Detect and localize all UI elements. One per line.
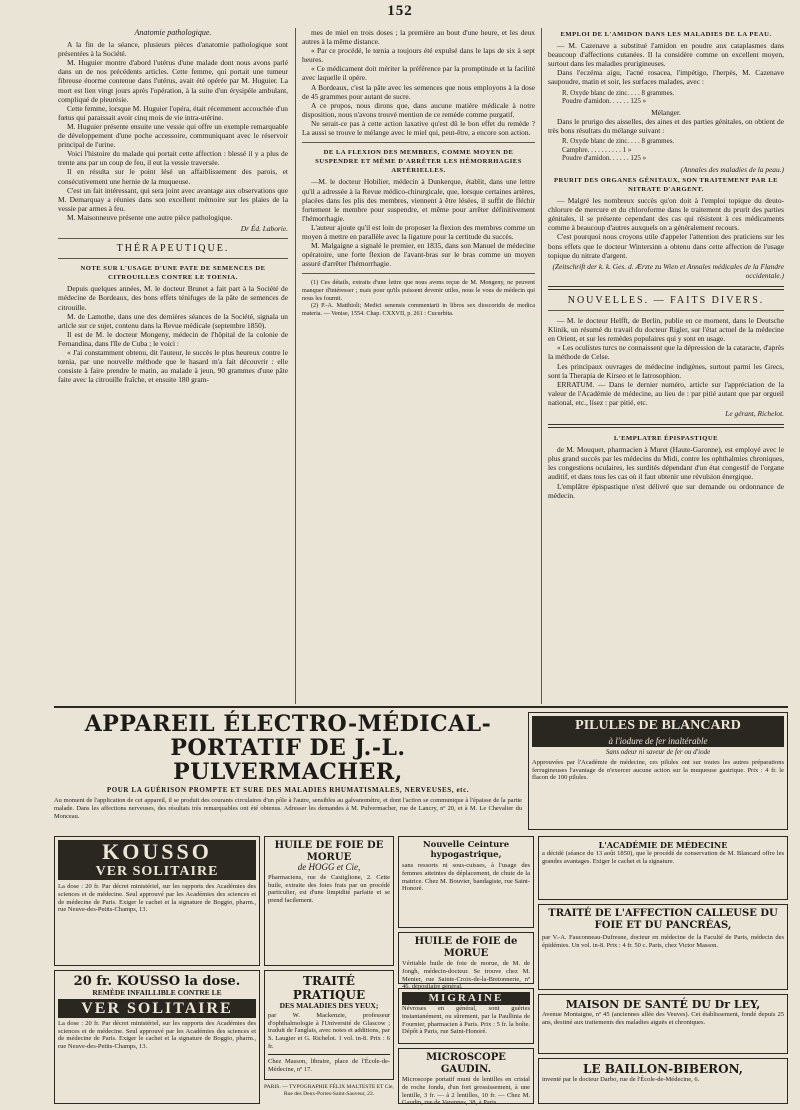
emplatre-subhead: L'EMPLATRE ÉPISPASTIQUE — [613, 435, 719, 443]
kousso-remede: REMÈDE INFAILLIBLE CONTRE LE — [92, 988, 222, 997]
therapeutics-paragraph: Il est de M. le docteur Mongeny, médecin de l'hôpital de la colonie de Fernandina, dans l'île de Cuba ; le voici : — [58, 329, 288, 348]
therapeutics-subhead: NOTE SUR L'USAGE D'UNE PATE DE SEMENCES DE CITROUILLES CONTRE LE TOENIA. — [80, 265, 266, 282]
migraine-title: MIGRAINE — [402, 992, 530, 1005]
footnote: (1) Ces détails, extraits d'une lettre que nous avons reçue de M. Mongeny, ne peuvent manquer d'intéresser ; mais pour qu'ils puissent devenir utiles, nous le vous de médecin qui nous les fournit. — [302, 279, 535, 302]
recipe-line: Camphre. . . . . . . . . . 1 » — [562, 145, 632, 154]
microscope-text: Microscope portatif muni de lentilles en cristal de roche fondu, d'un fort grossissement, à une lentille, 3 fr. — à 2 lentilles, 10 fr. — Chez M. Gaudin, rue de Varennes, 38, à Paris. — [402, 1076, 530, 1107]
flexion-paragraph: L'auteur ajoute qu'il est loin de proposer la flexion des membres comme un moyen à mettre en parallèle avec la ligature pour la certitude du succès. — [302, 222, 535, 241]
amidon-source: (Annales des maladies de la peau.) — [680, 164, 784, 174]
anatomy-paragraph: M. Huguier montre d'abord l'utérus d'une malade dont nous avons parlé dans un de nos précédents articles. Cette femme, qui portait une tumeur fibreuse énorme contenue dans l'utérus, avait été opérée par M. Huguier. La mort est lien vingt jours après l'opération, à la suite d'un érysipèle ambulant, compliqué de pleurésie. — [58, 58, 288, 104]
recipe-line: Poudre d'amidon. . . . . . 125 » — [562, 97, 647, 106]
pulvermacher-text: Au moment de l'application de cet appareil, il se produit des courants circulaires d'un pôle à l'autre, sensibles au galvanomètre, et dont l'action se communique à l'épaisse de la partie malade. Dans les affections nerveuses, des résultats très remarquables ont été obtenus. Adresser les demandes à M. Pulvermacher, rue de Lancry, nº 20, et à M. Le Chevalier du Monceau. — [54, 797, 522, 820]
divider — [268, 1054, 390, 1055]
advertisement-section — [54, 706, 788, 1108]
anatomy-paragraph: M. Huguier présente ensuite une vessie qui offre un exemple remarquable de développement d'une poche accessoire, communiquant avec le réservoir principal de l'urine. — [58, 121, 288, 150]
prurit-source: (Zeitschrift der k. k. Ges. d. Ærzte zu Wien et Annales médicales de la Flandre occidentale.) — [552, 261, 784, 280]
maison-sante-ad — [538, 994, 788, 1054]
flexion-subhead: DE LA FLEXION DES MEMBRES, COMME MOYEN DE SUSPENDRE ET MÊME D'ARRÊTER LES HÉMORRHAGIES ARTÉRIELLES. — [315, 149, 522, 175]
therapeutics-paragraph: Depuis quelques années, M. le docteur Brunet a fait part à la Société de médecine de Bordeaux, des bons effets ténifuges de la pâte de semences de citrouille. — [58, 284, 288, 312]
footnotes — [302, 279, 535, 317]
divider — [302, 273, 535, 274]
microscope-title: MICROSCOPE GAUDIN. — [426, 1052, 506, 1075]
biberon-ad — [538, 1058, 788, 1104]
biberon-text: inventé par le docteur Darbo, rue de l'École-de-Médecine, 6. — [542, 1076, 700, 1083]
academie-ad — [538, 836, 788, 900]
blancard-tagline: Sans odeur ni saveur de fer ou d'iode — [605, 748, 711, 756]
kousso-price: 20 fr. KOUSSO la dose. — [73, 974, 241, 989]
page-number: 152 — [387, 3, 413, 19]
hogg-title: HUILE DE FOIE DE MORUE — [274, 840, 384, 863]
anatomy-paragraph: A la fin de la séance, plusieurs pièces d'anatomie pathologique sont présentées à la Société. — [58, 40, 288, 59]
kousso-second-subtitle: VER SOLITAIRE — [58, 999, 256, 1018]
erratum: ERRATUM. — Dans le dernier numéro, article sur l'appréciation de la valeur de l'Académie de médecine, au lieu de : par pitié autant que par orgueil national, etc., lisez : par pitié, etc. — [548, 379, 784, 407]
pulvermacher-title: APPAREIL ÉLECTRO-MÉDICAL-PORTATIF DE J.-L. PULVERMACHER, — [84, 711, 492, 785]
ceinture-title: Nouvelle Ceinture hypogastrique, — [422, 840, 510, 860]
anatomy-paragraph: C'est un fait intéressant, qui sera joint avec avantage aux observations que M. Demarquay a réunies dans son excellent mémoire sur les plaies de la vessie par armes à feu. — [58, 185, 288, 213]
flexion-paragraph: M. Malgaigne a signalé le premier, en 1835, dans son Manuel de médecine opératoire, une forte flexion de l'avant-bras sur le bras comme un moyen assuré d'arrêter l'hémorrhagie. — [302, 241, 535, 269]
prurit-paragraph: — Malgré les nombreux succès qu'on doit à l'emploi topique du deuto-chlorure de mercure et du chloroforme dans le traitement du prurit des parties génitales, il se présente cependant des cas qui résistent à ces médicaments comme à beaucoup d'autres auxquels on a généralement recours. — [548, 196, 784, 233]
anatomy-paragraph: Voici l'histoire du malade qui portait cette affection : blessé il y a plus de trente ans par un coup de feu, il eut la vessie traversée. — [58, 149, 288, 168]
blancard-title: PILULES DE BLANCARD — [532, 716, 784, 736]
traite-pratique-text: par W. Mackenzie, professeur d'ophthalmologie à l'Université de Glascow ; traduit de l'anglais, avec notes et additions, par S. Laugier et G. Richelot. 1 vol. in-8. Prix : 6 fr. — [268, 1011, 390, 1050]
flexion-paragraph: —M. le docteur Hobilier, médecin à Dunkerque, établit, dans une lettre qu'il a adressée à la Revue médico-chirurgicale, que, lorsque certaines artères, placées dans les plis des membres, viennent à être lésées, il suffit de fléchir fortement le membre pour suspendre, et même pour arrêter définitivement l'hémorrhagie. — [302, 177, 535, 223]
anatomy-heading: Anatomie pathologique. — [134, 28, 212, 37]
divider — [548, 310, 784, 311]
gerant-signature: Le gérant, Richelot. — [725, 408, 784, 418]
column-1 — [58, 28, 288, 704]
body-paragraph: « Ce médicament doit mériter la préférence par la promptitude et la facilité avec laquelle il opère. — [302, 64, 535, 83]
maison-sante-text: Avenue Montaigne, nº 45 (anciennes allée des Veuves). Cet établissement, fondé depuis 25 ans, destiné aux traitements des maladies aiguës et chroniques. — [542, 1011, 784, 1026]
traite-pratique-title: TRAITÉ PRATIQUE — [292, 974, 366, 1002]
recipe — [562, 137, 784, 163]
kousso-text: La dose : 20 fr. Par décret ministériel, sur les rapports des Académies des sciences et de médecine. Seul approuvé par les Académies des sciences et de médecine de Paris. Exiger le cachet et la signature de Boggio, pharm., rue Neuve-des-Petits-Champs, 13. — [58, 883, 256, 914]
anatomy-paragraph: Cette femme, lorsque M. Huguier l'opéra, était récemment accouchée d'un fœtus qui paraissait avoir cinq mois de vie intra-utérine. — [58, 103, 288, 122]
traite-callus-ad — [538, 904, 788, 990]
divider — [302, 142, 535, 143]
traite-callus-title: TRAITÉ DE L'AFFECTION CALLEUSE DU FOIE ET DU PANCRÉAS, — [548, 908, 778, 931]
emplatre-paragraph: L'emplâtre épispastique n'est délivré que sur demande ou ordonnance de médecin. — [548, 481, 784, 500]
traite-pratique-footer: Chez Masson, libraire, place de l'École-de-Médecine, nº 17. — [268, 1057, 390, 1073]
therapeutics-paragraph: M. de Lamothe, dans une des dernières séances de la Société, signala un article sur ce sujet, contenu dans la Revue médicale (septembre 1850). — [58, 311, 288, 330]
amidon-subhead: EMPLOI DE L'AMIDON DANS LES MALADIES DE LA PEAU. — [560, 31, 772, 38]
huile-foie-ad — [398, 932, 534, 991]
recipe-line: R. Oxyde blanc de zinc. . . . 8 grammes. — [562, 88, 675, 97]
column-2 — [302, 28, 535, 704]
body-paragraph: « Par ce procédé, le tœnia a toujours été expulsé dans le laps de six à sept heures. — [302, 46, 535, 65]
migraine-text: Névroses en général, sont guéries instantanément, ou sûrement, par la Paullinia de Fournier, pharmacien à Paris. Prix : 5 fr. la boîte. Dépôt à Paris, rue Saint-Honoré. — [402, 1005, 530, 1036]
news-paragraph: — M. le docteur Helfft, de Berlin, publie en ce moment, dans le Deutsche Klinik, un résumé du travail du docteur Rigler, sur l'état actuel de la médecine en Orient, et sur les remèdes populaires qui y sont en usage. — [548, 316, 784, 344]
kousso-second-text: La dose : 20 fr. Par décret ministériel, sur les rapports des Académies des sciences et de médecine. Seul approuvé par les Académies des sciences et de médecine de Paris. Exiger le cachet et la signature de Boggio, pharm., rue Neuve-des-Petits-Champs, 13. — [58, 1019, 256, 1051]
news-title: NOUVELLES. — FAITS DIVERS. — [567, 294, 765, 306]
traite-pratique-ad — [264, 970, 394, 1080]
traite-callus-text: par V.-A. Fauconneau-Dufresne, docteur en médecine de la Faculté de Paris, médecin des épidémies. Un vol. in-8. Prix : 4 fr. 50 c. Paris, chez Victor Masson. — [542, 934, 784, 949]
traite-pratique-subtitle: DES MALADIES DES YEUX; — [279, 1001, 379, 1010]
ceinture-ad — [398, 836, 534, 928]
hogg-text: Pharmaciens, rue de Castiglione, 2. Cette huile, extraite des foies frais par un procédé particulier, est d'une limpidité parfaite et se prend facilement. — [268, 873, 390, 905]
divider — [58, 258, 288, 259]
maison-sante-title: MAISON DE SANTÉ DU Dr LEY, — [565, 998, 761, 1011]
huile-foie-title: HUILE de FOIE de MORUE — [414, 936, 518, 959]
amidon-paragraph: Dans l'eczéma aigu, l'acné rosacea, l'impétigo, l'herpès, M. Cazenave saupoudre, matin et soir, les surfaces malades, avec : — [548, 68, 784, 87]
therapeutics-paragraph: « J'ai constamment obtenu, dit l'auteur, le succès le plus heureux contre le tœnia, par une nouvelle méthode que le hasard m'a fait découvrir : elle consiste à faire prendre le matin, au malade à jeun, 90 grammes d'une pâte faite avec la citrouille fraîche, et ensuite 180 gram- — [58, 348, 288, 385]
pulvermacher-ad — [54, 712, 522, 834]
blancard-ad — [528, 712, 788, 830]
anatomy-paragraph: Il en résulta sur le point lésé un affaiblissement des parois, et consécutivement une hernie de la muqueuse. — [58, 167, 288, 186]
kousso-subtitle: VER SOLITAIRE — [58, 864, 256, 880]
blancard-subtitle: à l'iodure de fer inaltérable — [532, 736, 784, 747]
divider — [548, 286, 784, 290]
academie-text: a décidé (séance du 13 août 1850), que le procédé de conservation de M. Blancard offre les grandes avantages. Exiger le cachet et la signature. — [542, 850, 784, 865]
body-paragraph: Ne serait-ce pas à cette action laxative qu'est dû le bon effet du remède ? La aussi se trouve le mélange avec le miel qui, peut-être, a encore son action. — [302, 118, 535, 138]
pulvermacher-subtitle: POUR LA GUÉRISON PROMPTE ET SURE DES MALADIES RHUMATISMALES, NERVEUSES, etc. — [106, 786, 470, 794]
hogg-subtitle: de HOGG et Cie, — [297, 862, 361, 872]
kousso-ad — [54, 836, 260, 966]
academie-title: L'ACADÉMIE DE MÉDECINE — [598, 840, 728, 850]
biberon-title: LE BAILLON-BIBERON, — [583, 1062, 743, 1076]
kousso-second-ad — [54, 970, 260, 1104]
kousso-title: KOUSSO — [58, 840, 256, 864]
divider — [58, 238, 288, 239]
amidon-paragraph: Dans le prurigo des aisselles, des aines et des parties génitales, on obtient de très bons résultats du mélange suivant : — [548, 116, 784, 135]
prurit-subhead: PRURIT DES ORGANES GÉNITAUX, SON TRAITEMENT PAR LE NITRATE D'ARGENT. — [553, 176, 779, 193]
column-divider — [295, 28, 296, 704]
recipe-line: R. Oxyde blanc de zinc. . . . 8 grammes. — [562, 137, 675, 146]
prurit-paragraph: C'est pourquoi nous croyons utile d'appeler l'attention des praticiens sur les bons effets que le docteur Wintersinn a obtenu dans cette affection de l'usage topique du nitrate d'argent. — [548, 232, 784, 260]
news-paragraph: Les principaux ouvrages de médecine indigènes, surtout parmi les Grecs, sont la Therapia de Kirseo et le Iatrosophion. — [548, 361, 784, 380]
ceinture-text: sans ressorts ni sous-cuisses, à l'usage des femmes atteintes de déplacement, de chute de la matrice. Chez M. Bouvier, bandagiste, rue Saint-Honoré. — [402, 862, 530, 893]
microscope-ad — [398, 1048, 534, 1107]
migraine-ad — [398, 988, 534, 1044]
anatomy-signature: Dr Éd. Laborie. — [240, 223, 288, 233]
column-3 — [548, 28, 784, 704]
body-paragraph: A ce propos, nous dirons que, dans aucune matière médicale à notre disposition, nous n'avons trouvé mention de ce remède comme purgatif. — [302, 100, 535, 119]
news-paragraph: « Les oculistes turcs ne connaissent que la dépression de la cataracte, d'après la méthode de Celse. — [548, 343, 784, 362]
emplatre-paragraph: de M. Mouquet, pharmacien à Muret (Haute-Garonne), est employé avec le plus grand succès par les médecins du Midi, contre les ophthalmies chroniques, les congestions oculaires, les surdités dépendant d'un état congestif de l'organe auditif, et dans tous les cas où il faut obtenir une révulsion énergique. — [548, 445, 784, 482]
anatomy-paragraph: M. Maisonneuve présente une autre pièce pathologique. — [67, 212, 233, 222]
blancard-text: Approuvées par l'Académie de médecine, ces pilules ont sur toutes les autres préparations ferrugineuses l'avantage de n'exercer aucune action sur la muqueuse gastrique. Prix : 4 fr. le flacon de 100 pilules. — [532, 758, 784, 782]
huile-foie-text: Véritable huile de foie de morue, de M. de Jongh, médecin-docteur. Se trouve chez M. Menier, rue Sainte-Croix-de-la-Bretonnerie, nº 46, dépositaire général. — [402, 960, 530, 991]
recipe — [562, 89, 784, 106]
melanger-label: Mélanger. — [651, 107, 681, 117]
therapeutics-title: THÉRAPEUTIQUE. — [116, 243, 230, 255]
footnote: (2) P.-A. Matthioli; Medici senensis commentarii in libros sex dioscoridis de medica materia. — Venise, 1554. Chap. CXXVII, p. 261 : Cucurbita. — [302, 302, 535, 317]
amidon-paragraph: — M. Cazenave a substitué l'amidon en poudre aux cataplasmes dans beaucoup d'affections cutanées. Il la considère comme un excellent moyen, surtout dans les maladies prurigineuses. — [548, 41, 784, 69]
divider — [548, 424, 784, 428]
recipe-line: Poudre d'amidon. . . . . . 125 » — [562, 154, 647, 163]
body-paragraph: mes de miel en trois doses ; la première au bout d'une heure, et les deux autres à la même distance. — [302, 28, 535, 47]
column-divider — [541, 28, 542, 704]
body-paragraph: A Bordeaux, c'est la pâte avec les semences que nous employons à la dose de 45 grammes pour autant de sucre. — [302, 82, 535, 101]
hogg-ad — [264, 836, 394, 966]
printer-imprint: PARIS. — TYPOGRAPHIE FÉLIX MALTESTE ET Cie, Rue des Deux-Portes-Saint-Sauveur, 22. — [264, 1084, 394, 1097]
